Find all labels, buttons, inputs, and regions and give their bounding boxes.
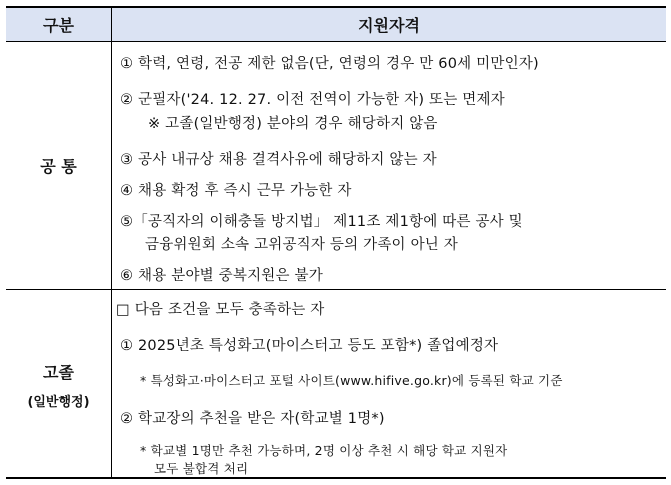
header-category: 구분 bbox=[6, 8, 112, 41]
common-item-2-note: ※ 고졸(일반행정) 분야의 경우 해당하지 않음 bbox=[148, 116, 438, 132]
common-item-5: ⑤「공직자의 이해충돌 방지법」 제11조 제1항에 따른 공사 및 bbox=[120, 214, 523, 230]
common-item-5-cont: 금융위원회 소속 고위공직자 등의 가족이 아닌 자 bbox=[145, 237, 458, 253]
row-common bbox=[6, 42, 666, 290]
table-header bbox=[6, 8, 666, 42]
common-item-4: ④ 채용 확정 후 즉시 근무 가능한 자 bbox=[120, 183, 352, 199]
common-item-2: ② 군필자('24. 12. 27. 이전 전역이 가능한 자) 또는 면제자 bbox=[120, 92, 505, 108]
category-common-label: 공 통 bbox=[40, 157, 77, 176]
category-highschool bbox=[6, 290, 112, 479]
common-item-1: ① 학력, 연령, 전공 제한 없음(단, 연령의 경우 만 60세 미만인자) bbox=[120, 56, 539, 72]
row-highschool bbox=[6, 290, 666, 479]
highschool-condition: □ 다음 조건을 모두 충족하는 자 bbox=[116, 302, 325, 318]
header-qualification: 지원자격 bbox=[358, 16, 420, 35]
category-highschool-label: 고졸 bbox=[43, 362, 74, 382]
highschool-item-2: ② 학교장의 추천을 받은 자(학교별 1명*) bbox=[120, 411, 385, 427]
highschool-item-2-note: * 학교별 1명만 추천 가능하며, 2명 이상 추천 시 해당 학교 지원자 bbox=[140, 443, 508, 458]
common-item-6: ⑥ 채용 분야별 중복지원은 불가 bbox=[120, 268, 323, 284]
highschool-item-1-note: * 특성화고·마이스터고 포털 사이트(www.hifive.go.kr)에 등록된 학교 기준 bbox=[140, 373, 563, 388]
common-item-3: ③ 공사 내규상 채용 결격사유에 해당하지 않는 자 bbox=[120, 152, 437, 168]
highschool-item-1: ① 2025년초 특성화고(마이스터고 등도 포함*) 졸업예정자 bbox=[120, 338, 499, 354]
category-common bbox=[6, 42, 112, 289]
highschool-item-2-note-cont: 모두 불합격 처리 bbox=[154, 461, 249, 476]
eligibility-table bbox=[6, 6, 666, 479]
category-highschool-sub: (일반행정) bbox=[27, 394, 90, 410]
